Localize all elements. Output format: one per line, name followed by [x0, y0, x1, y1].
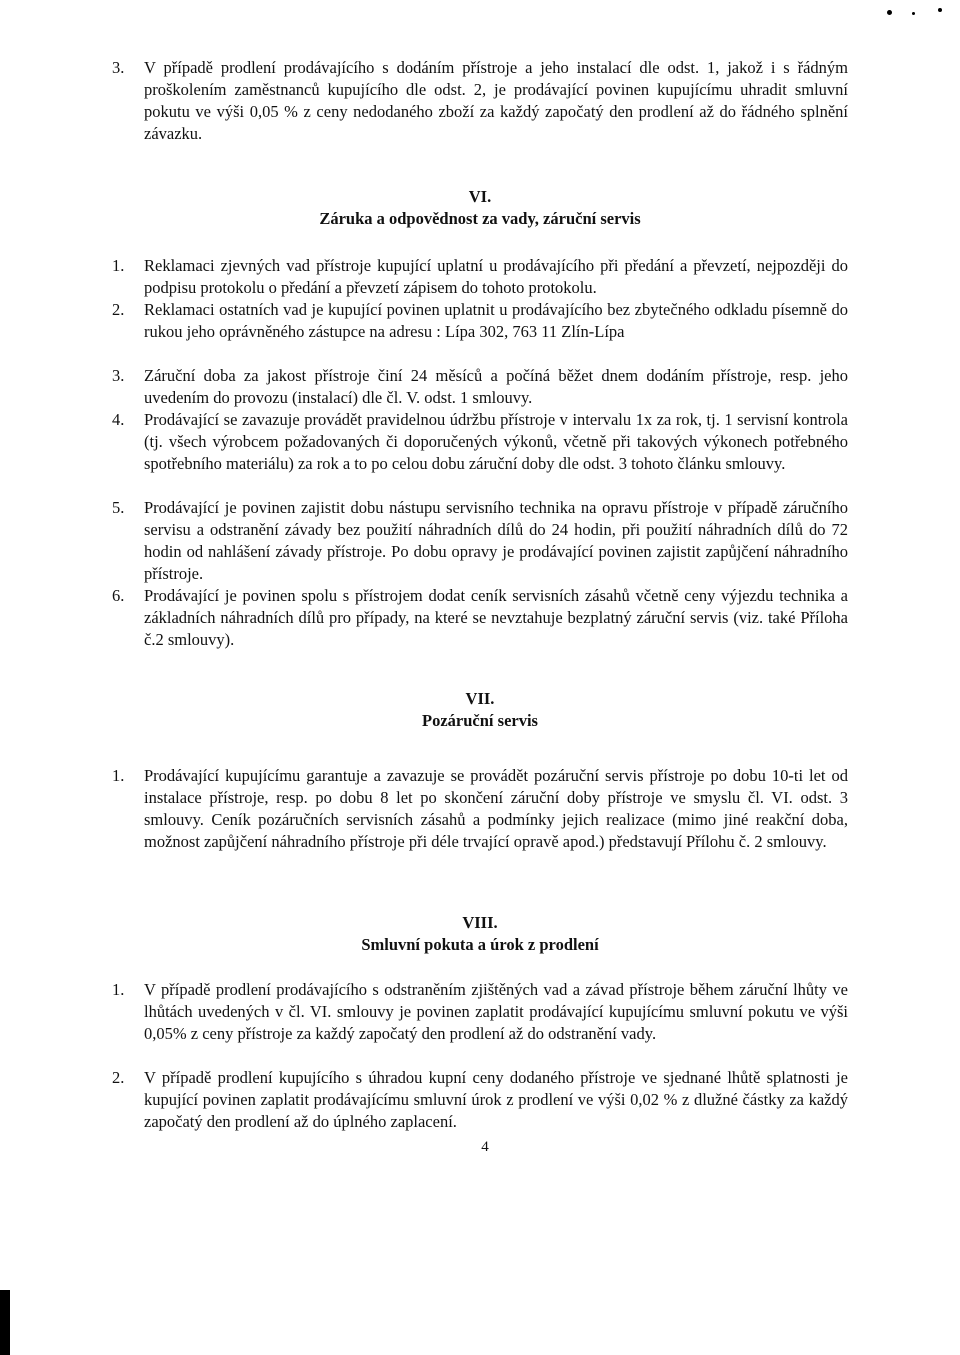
section-6-title: Záruka a odpovědnost za vady, záruční servis: [319, 209, 641, 228]
scan-speck: [912, 12, 915, 15]
section-6-item-1: [112, 255, 848, 299]
paragraph-number: 3.: [112, 58, 125, 77]
scan-speck: [887, 10, 892, 15]
section-6-item-6: [112, 585, 848, 651]
page-number: 4: [481, 1139, 489, 1155]
item-number: 3.: [112, 366, 125, 385]
item-number: 4.: [112, 410, 125, 429]
item-text: Prodávající je povinen zajistit dobu nástupu servisního technika na opravu přístroje v případě záručního servisu a odstranění závady bez použití náhradních dílů do 24 hodin, při použití náhradních dílů do 72 hodin od nahlášení závady přístroje. Po dobu opravy je prodávající povinen zajistit zapůjčení náhradního přístroje.: [144, 498, 848, 583]
item-number: 6.: [112, 586, 125, 605]
section-7-title: Pozáruční servis: [422, 711, 538, 730]
item-text: Záruční doba za jakost přístroje činí 24 měsíců a počíná běžet dnem dodáním přístroje, resp. jeho uvedením do provozu (instalací) dle čl. V. odst. 1 smlouvy.: [144, 366, 848, 407]
item-number: 1.: [112, 256, 125, 275]
item-text: Reklamaci zjevných vad přístroje kupující uplatní u prodávajícího při předání a převzetí, nejpozději do podpisu protokolu o předání a převzetí zápisem do tohoto protokolu.: [144, 256, 848, 297]
section-7-roman: VII.: [465, 689, 495, 708]
section-6-item-2: [112, 299, 848, 343]
item-number: 1.: [112, 766, 125, 785]
section-8-item-1: [112, 979, 848, 1045]
section-8-roman: VIII.: [462, 913, 498, 932]
item-text: Prodávající je povinen spolu s přístrojem dodat ceník servisních zásahů včetně ceny výjezdu technika a základních náhradních dílů pro případy, na které se nevztahuje bezplatný záruční servis (viz. také Příloha č.2 smlouvy).: [144, 586, 848, 649]
item-text: V případě prodlení kupujícího s úhradou kupní ceny dodaného přístroje ve sjednané lhůtě splatnosti je kupující povinen zaplatit prodávajícímu smluvní úrok z prodlení ve výši 0,02 % z dlužné částky za každý započatý den prodlení až do úplného zaplacení.: [144, 1068, 848, 1131]
scan-edge-bar: [0, 1290, 10, 1355]
item-number: 2.: [112, 300, 125, 319]
item-text: Prodávající kupujícímu garantuje a zavazuje se provádět pozáruční servis přístroje po dobu 10-ti let od instalace přístroje, resp. po dobu 8 let po skončení záruční doby přístroje ve smyslu čl. VI. odst. 3 smlouvy. Ceník pozáručních servisních zásahů a podmínky jejich realizace (mimo jiné reakční doba, možnost zapůjčení náhradního přístroje při déle trvající opravě apod.) představují Přílohu č. 2 smlouvy.: [144, 766, 848, 851]
section-8-item-2: [112, 1067, 848, 1133]
item-text: Prodávající se zavazuje provádět pravidelnou údržbu přístroje v intervalu 1x za rok, tj. 1 servisní kontrola (tj. všech výrobcem požadovaných či doporučených výkonů, včetně při takových výkonech potřebného spotřebního materiálu) za rok a to po celou dobu záruční doby dle odst. 3 tohoto článku smlouvy.: [144, 410, 848, 473]
paragraph-text: V případě prodlení prodávajícího s dodáním přístroje a jeho instalací dle odst. 1, jakož i s řádným proškolením zaměstnanců kupujícího dle odst. 2, je prodávající povinen kupujícímu uhradit smluvní pokutu ve výši 0,05 % z ceny nedodaného zboží za každý započatý den prodlení až do řádného splnění závazku.: [144, 58, 848, 143]
scan-speck: [938, 8, 942, 12]
section-7-item-1: [112, 765, 848, 853]
section-6-item-4: [112, 409, 848, 475]
section-8-title: Smluvní pokuta a úrok z prodlení: [361, 935, 599, 954]
intro-paragraph: [112, 57, 848, 145]
item-number: 1.: [112, 980, 125, 999]
section-6-item-5: [112, 497, 848, 585]
item-number: 5.: [112, 498, 125, 517]
item-text: V případě prodlení prodávajícího s odstraněním zjištěných vad a závad přístroje během záruční lhůty ve lhůtách uvedených v čl. VI. smlouvy je povinen zaplatit prodávající kupujícímu smluvní pokutu ve výši 0,05% z ceny přístroje za každý započatý den prodlení až do odstranění vady.: [144, 980, 848, 1043]
item-text: Reklamaci ostatních vad je kupující povinen uplatnit u prodávajícího bez zbytečného odkladu písemně do rukou jeho oprávněného zástupce na adresu : Lípa 302, 763 11 Zlín-Lípa: [144, 300, 848, 341]
section-6-roman: VI.: [468, 187, 492, 206]
section-6-item-3: [112, 365, 848, 409]
item-number: 2.: [112, 1068, 125, 1087]
